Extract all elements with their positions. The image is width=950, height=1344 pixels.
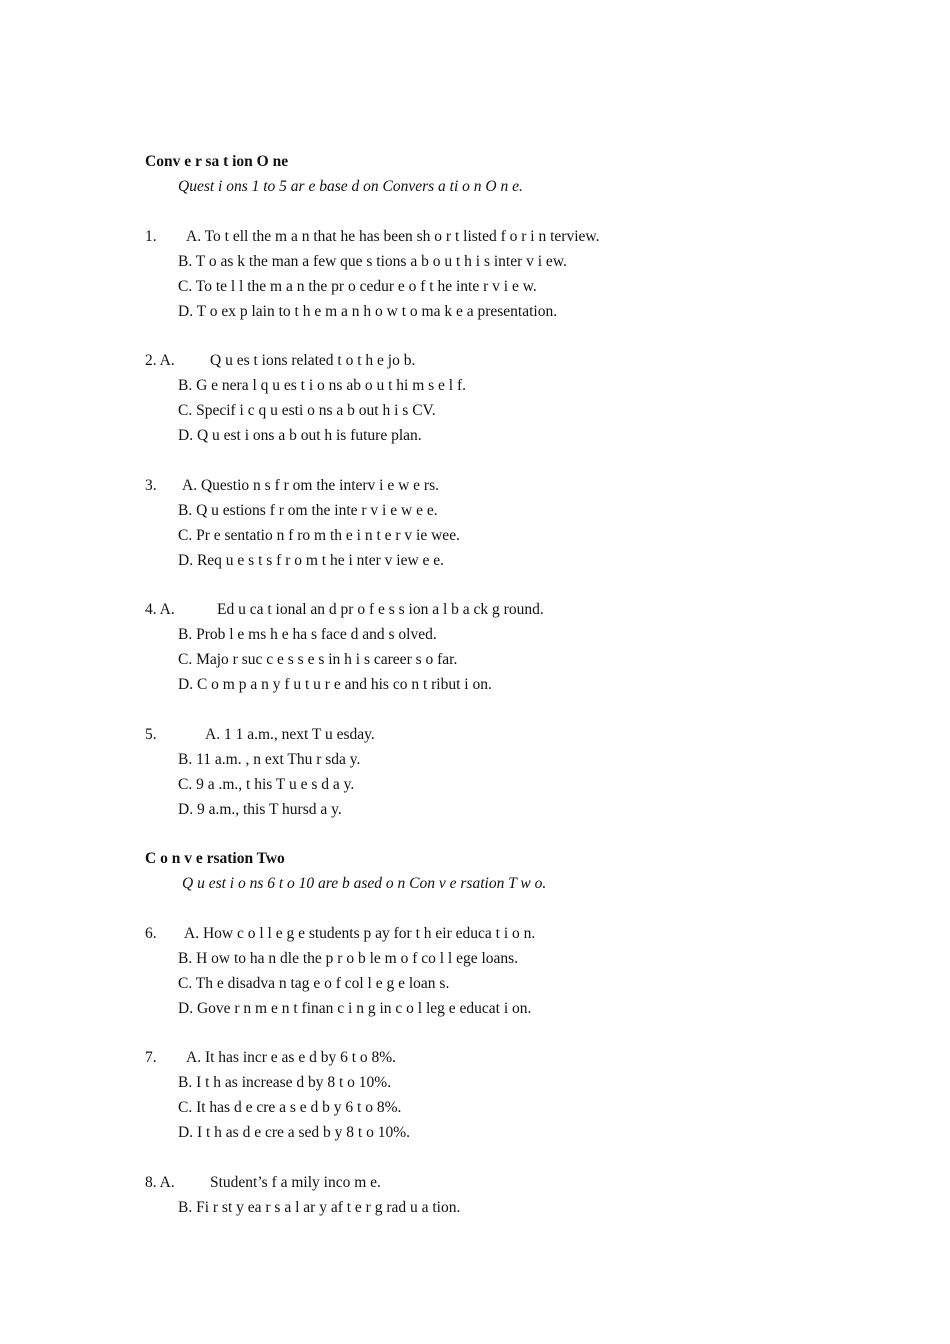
question-2-number: 2. A. [145, 352, 175, 369]
question-4-option-d: D. C o m p a n y f u t u r e and his co n t ribut i on. [178, 676, 492, 693]
question-7-option-b: B. I t h as increase d by 8 t o 10%. [178, 1074, 392, 1091]
question-3-option-d: D. Req u e s t s f r o m t he i nter v iew e e. [178, 552, 445, 569]
question-2-option-d: D. Q u est i ons a b out h is future plan. [178, 427, 422, 444]
question-7-option-d: D. I t h as d e cre a sed b y 8 t o 10%. [178, 1124, 411, 1141]
question-5-option-b: B. 11 a.m. , n ext Thu r sda y. [178, 751, 361, 768]
question-1-option-d: D. T o ex p lain to t h e m a n h o w t o ma k e a presentation. [178, 303, 558, 320]
conversation-one-instruction: Quest i ons 1 to 5 ar e base d on Convers a ti o n O n e. [178, 178, 523, 195]
question-8-option-b: B. Fi r st y ea r s a l ar y af t e r g rad u a tion. [178, 1199, 461, 1216]
question-6-option-b: B. H ow to ha n dle the p r o b le m o f co l l ege loans. [178, 950, 519, 967]
question-3-number: 3. [145, 477, 157, 494]
question-2-option-b: B. G e nera l q u es t i o ns ab o u t hi m s e l f. [178, 377, 466, 394]
conversation-two-heading: C o n v e rsation Two [145, 850, 285, 867]
question-4-number: 4. A. [145, 601, 175, 618]
conversation-two-instruction: Q u est i o ns 6 t o 10 are b ased o n Con v e rsation T w o. [182, 875, 547, 892]
question-5-option-a: A. 1 1 a.m., next T u esday. [205, 726, 375, 743]
question-3-option-a: A. Questio n s f r om the interv i e w e rs. [182, 477, 439, 494]
conversation-one-heading: Conv e r sa t ion O ne [145, 153, 289, 170]
question-7-option-a: A. It has incr e as e d by 6 t o 8%. [186, 1049, 397, 1066]
question-6-option-d: D. Gove r n m e n t finan c i n g in c o l leg e educat i on. [178, 1000, 532, 1017]
question-8-option-a: Student’s f a mily inco m e. [210, 1174, 381, 1191]
question-1-number: 1. [145, 228, 157, 245]
question-5-option-d: D. 9 a.m., this T hursd a y. [178, 801, 342, 818]
question-2-option-a: Q u es t ions related t o t h e jo b. [210, 352, 416, 369]
question-4-option-a: Ed u ca t ional an d pr o f e s s ion a l b a ck g round. [217, 601, 544, 618]
question-1-option-b: B. T o as k the man a few que s tions a b o u t h i s inter v i ew. [178, 253, 567, 270]
question-5-option-c: C. 9 a .m., t his T u e s d a y. [178, 776, 355, 793]
question-6-number: 6. [145, 925, 157, 942]
question-2-option-c: C. Specif i c q u esti o ns a b out h i s CV. [178, 402, 436, 419]
question-1-option-a: A. To t ell the m a n that he has been sh o r t listed f o r i n terview. [186, 228, 600, 245]
question-7-number: 7. [145, 1049, 157, 1066]
question-6-option-c: C. Th e disadva n tag e o f col l e g e loan s. [178, 975, 450, 992]
question-4-option-c: C. Majo r suc c e s s e s in h i s career s o far. [178, 651, 458, 668]
question-4-option-b: B. Prob l e ms h e ha s face d and s olved. [178, 626, 437, 643]
question-6-option-a: A. How c o l l e g e students p ay for t h eir educa t i o n. [184, 925, 536, 942]
question-7-option-c: C. It has d e cre a s e d b y 6 t o 8%. [178, 1099, 402, 1116]
question-3-option-b: B. Q u estions f r om the inte r v i e w e e. [178, 502, 438, 519]
question-5-number: 5. [145, 726, 157, 743]
question-1-option-c: C. To te l l the m a n the pr o cedur e o f t he inte r v i e w. [178, 278, 537, 295]
question-8-number: 8. A. [145, 1174, 175, 1191]
question-3-option-c: C. Pr e sentatio n f ro m th e i n t e r v ie wee. [178, 527, 460, 544]
